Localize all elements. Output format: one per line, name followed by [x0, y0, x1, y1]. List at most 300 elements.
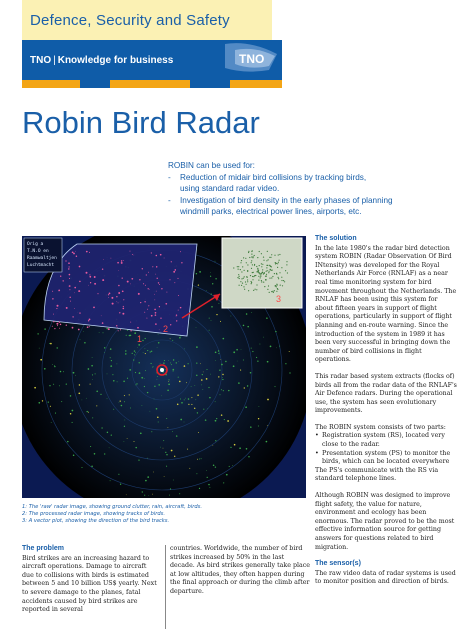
- vector-dot: [248, 251, 249, 252]
- bird-track-dot: [174, 282, 175, 283]
- clutter-dot: [202, 374, 203, 375]
- vector-dot: [269, 271, 270, 272]
- clutter-dot: [247, 326, 249, 328]
- vector-dot: [269, 257, 270, 258]
- clutter-dot: [196, 362, 197, 363]
- vector-dot: [257, 257, 258, 258]
- bird-track-dot: [54, 328, 55, 329]
- clutter-dot: [179, 337, 181, 339]
- vector-dot: [280, 285, 281, 286]
- bird-track-dot: [171, 261, 172, 262]
- bird-track-dot: [176, 314, 177, 315]
- clutter-dot: [200, 363, 201, 364]
- clutter-dot: [150, 411, 151, 412]
- bird-track-dot: [90, 276, 91, 277]
- vector-dot: [241, 260, 242, 261]
- radar-figure: [22, 236, 306, 498]
- clutter-dot: [206, 369, 207, 370]
- bird-track-dot: [144, 312, 145, 313]
- bird-track-dot: [110, 258, 111, 259]
- clutter-dot: [51, 422, 52, 423]
- clutter-dot: [267, 425, 268, 426]
- clutter-dot: [92, 417, 93, 418]
- clutter-dot: [191, 386, 192, 387]
- bird-track-dot: [87, 326, 89, 328]
- vector-dot: [267, 289, 268, 290]
- vector-dot: [259, 272, 260, 273]
- tagline-text: Knowledge for business: [57, 55, 174, 66]
- clutter-dot: [179, 493, 180, 494]
- clutter-dot: [267, 399, 269, 401]
- clutter-dot: [132, 353, 133, 354]
- vector-dot: [270, 269, 271, 270]
- clutter-dot: [212, 445, 213, 446]
- vector-dot: [251, 268, 252, 269]
- vector-dot: [237, 277, 238, 278]
- clutter-dot: [248, 456, 249, 457]
- bird-track-dot: [143, 283, 144, 284]
- vector-dot: [250, 275, 251, 276]
- header-stripe: [22, 80, 282, 88]
- vector-dot: [261, 280, 262, 281]
- bird-track-dot: [108, 328, 110, 330]
- bird-track-dot: [155, 323, 157, 325]
- intro-block: [168, 160, 458, 218]
- vector-dot: [261, 266, 262, 267]
- bird-track-dot: [116, 325, 117, 326]
- bird-track-dot: [101, 315, 102, 316]
- bird-track-dot: [68, 268, 69, 269]
- clutter-dot: [241, 349, 242, 350]
- legend-line: Orig a: [27, 242, 44, 247]
- clutter-dot: [151, 431, 152, 432]
- clutter-dot: [164, 360, 165, 361]
- bird-track-dot: [116, 301, 117, 302]
- clutter-dot: [156, 408, 158, 410]
- clutter-dot: [167, 390, 169, 392]
- bird-track-dot: [56, 323, 58, 325]
- clutter-dot: [230, 447, 231, 448]
- bird-track-dot: [79, 281, 81, 283]
- vector-dot: [253, 290, 254, 291]
- clutter-dot: [158, 384, 160, 386]
- clutter-dot: [82, 400, 83, 401]
- vector-dot: [244, 276, 245, 277]
- vector-dot: [239, 276, 240, 277]
- clutter-dot: [170, 362, 171, 363]
- clutter-dot: [196, 273, 197, 274]
- vector-dot: [268, 285, 269, 286]
- bird-track-dot: [159, 284, 160, 285]
- clutter-dot: [275, 331, 276, 332]
- bird-track-dot: [89, 274, 90, 275]
- vector-dot: [282, 285, 283, 286]
- figure-caption: [22, 504, 312, 525]
- bird-track-dot: [66, 307, 68, 309]
- bird-track-dot: [66, 325, 67, 326]
- clutter-dot: [165, 369, 166, 370]
- clutter-dot: [222, 374, 223, 375]
- clutter-dot: [220, 394, 221, 395]
- clutter-dot: [213, 464, 215, 466]
- vector-dot: [243, 278, 244, 279]
- bird-track-dot: [122, 313, 124, 315]
- clutter-dot: [139, 372, 141, 374]
- clutter-dot: [104, 453, 105, 454]
- clutter-dot: [106, 328, 108, 330]
- clutter-dot: [223, 482, 224, 483]
- clutter-dot: [117, 364, 118, 365]
- bird-track-dot: [161, 288, 162, 289]
- clutter-dot: [198, 432, 199, 433]
- vector-dot: [244, 270, 245, 271]
- bird-track-dot: [57, 325, 58, 326]
- clutter-dot: [178, 361, 179, 362]
- clutter-dot: [113, 380, 115, 382]
- clutter-dot: [158, 334, 159, 335]
- clutter-dot: [279, 346, 280, 347]
- clutter-dot: [210, 276, 211, 277]
- bird-track-dot: [97, 293, 98, 294]
- vector-dot: [241, 278, 242, 279]
- clutter-dot: [209, 318, 210, 319]
- bird-track-dot: [74, 308, 75, 309]
- clutter-dot: [247, 385, 248, 386]
- clutter-dot: [138, 344, 140, 346]
- clutter-dot: [220, 321, 221, 322]
- clutter-dot: [187, 449, 188, 450]
- bird-track-dot: [157, 278, 158, 279]
- clutter-dot: [60, 371, 62, 373]
- bird-track-dot: [60, 276, 61, 277]
- clutter-dot: [185, 398, 186, 399]
- bird-track-dot: [56, 308, 57, 309]
- bird-track-dot: [118, 270, 119, 271]
- clutter-dot: [237, 361, 238, 362]
- legend-line: Raamwaltjen: [27, 256, 57, 261]
- bird-track-dot: [53, 321, 54, 322]
- clutter-dot: [99, 332, 100, 333]
- bird-track-dot: [57, 305, 59, 307]
- vector-dot: [247, 270, 248, 271]
- bird-track-dot: [156, 255, 158, 257]
- clutter-dot: [250, 426, 252, 428]
- clutter-dot: [206, 378, 208, 380]
- clutter-dot: [196, 327, 197, 328]
- clutter-dot: [222, 377, 223, 378]
- legend-line: Luchtmacht: [27, 263, 55, 268]
- clutter-dot: [219, 369, 220, 370]
- clutter-dot: [83, 331, 84, 332]
- vector-dot: [237, 266, 238, 267]
- bird-track-dot: [52, 291, 53, 292]
- clutter-dot: [173, 369, 175, 371]
- bird-track-dot: [68, 262, 70, 264]
- vector-dot: [251, 262, 252, 263]
- clutter-dot: [124, 426, 125, 427]
- clutter-dot: [127, 438, 128, 439]
- vector-dot: [238, 266, 239, 267]
- bird-track-dot: [72, 316, 73, 317]
- intro-item: - Investigation of bird density in the early phases of planning windmill parks, electrical power lines, airports, etc.: [168, 195, 393, 216]
- clutter-dot: [168, 381, 169, 382]
- bird-track-dot: [148, 272, 149, 273]
- clutter-dot: [153, 472, 154, 473]
- clutter-dot: [201, 379, 203, 381]
- vector-dot: [276, 284, 277, 285]
- clutter-dot: [86, 398, 87, 399]
- clutter-dot: [120, 484, 121, 485]
- vector-dot: [238, 269, 239, 270]
- clutter-dot: [211, 306, 213, 308]
- bird-track-dot: [170, 324, 171, 325]
- bird-track-dot: [121, 262, 123, 264]
- vector-dot: [260, 276, 261, 277]
- clutter-dot: [81, 467, 82, 468]
- bird-track-dot: [142, 268, 143, 269]
- bird-track-dot: [117, 262, 119, 264]
- clutter-dot: [127, 378, 128, 379]
- clutter-dot: [197, 412, 198, 413]
- clutter-dot: [211, 320, 212, 321]
- bird-track-dot: [79, 312, 80, 313]
- clutter-dot: [181, 402, 183, 404]
- vector-dot: [266, 276, 267, 277]
- clutter-dot: [165, 452, 166, 453]
- clutter-dot: [225, 361, 226, 362]
- clutter-dot: [129, 394, 130, 395]
- bird-track-dot: [130, 251, 131, 252]
- clutter-dot: [172, 431, 173, 432]
- clutter-dot: [164, 476, 165, 477]
- vector-dot: [266, 260, 267, 261]
- clutter-dot: [112, 374, 113, 375]
- clutter-dot: [113, 409, 114, 410]
- clutter-dot: [142, 340, 143, 341]
- clutter-dot: [91, 365, 93, 367]
- clutter-dot: [90, 384, 91, 385]
- bird-track-dot: [122, 277, 123, 278]
- bird-track-dot: [180, 307, 182, 309]
- vector-dot: [262, 264, 263, 265]
- clutter-dot: [201, 385, 202, 386]
- clutter-dot: [157, 379, 158, 380]
- vector-dot: [252, 264, 253, 265]
- clutter-dot: [158, 422, 159, 423]
- bird-track-dot: [89, 326, 90, 327]
- clutter-dot: [139, 362, 140, 363]
- vector-dot: [261, 253, 262, 254]
- clutter-dot: [205, 419, 207, 421]
- figure-marker-2: 2: [163, 324, 169, 334]
- vector-dot: [251, 283, 252, 284]
- solution-paragraph: Although ROBIN was designed to improve flight safety, the value for nature, environment and ecology has been enormous. The radar proved to be the most effective information source for getting answers for questions related to bird migration.: [315, 492, 455, 551]
- clutter-dot: [130, 408, 131, 409]
- clutter-dot: [80, 339, 81, 340]
- bird-track-dot: [123, 260, 124, 261]
- clutter-dot: [59, 385, 60, 386]
- vector-dot: [274, 255, 275, 256]
- vector-dot: [276, 291, 277, 292]
- vector-dot: [272, 291, 273, 292]
- clutter-dot: [90, 446, 91, 447]
- clutter-dot: [221, 389, 222, 390]
- clutter-dot: [163, 448, 164, 449]
- clutter-dot: [138, 459, 139, 460]
- clutter-dot: [154, 399, 155, 400]
- vector-dot: [256, 266, 257, 267]
- vector-dot: [267, 251, 268, 252]
- clutter-dot: [197, 459, 198, 460]
- vector-dot: [254, 275, 255, 276]
- bird-track-dot: [165, 303, 167, 305]
- bird-track-dot: [169, 279, 170, 280]
- caption-line: 2: The processed radar image, showing tracks of birds.: [22, 511, 165, 517]
- bird-track-dot: [146, 318, 147, 319]
- clutter-dot: [221, 364, 223, 366]
- clutter-dot: [257, 361, 258, 362]
- clutter-dot: [188, 404, 189, 405]
- clutter-dot: [171, 364, 172, 365]
- clutter-dot: [111, 360, 112, 361]
- clutter-dot: [218, 376, 219, 377]
- clutter-dot: [234, 444, 236, 446]
- clutter-dot: [188, 398, 190, 400]
- clutter-dot: [251, 348, 252, 349]
- bird-track-dot: [119, 312, 120, 313]
- clutter-dot: [50, 406, 51, 407]
- clutter-dot: [101, 427, 102, 428]
- clutter-dot: [91, 465, 93, 467]
- bird-track-dot: [180, 251, 181, 252]
- clutter-dot: [70, 413, 72, 415]
- clutter-dot: [92, 357, 93, 358]
- bird-track-dot: [156, 266, 157, 267]
- clutter-dot: [145, 353, 146, 354]
- bird-track-dot: [102, 268, 103, 269]
- vector-dot: [246, 262, 247, 263]
- vector-dot: [262, 272, 263, 273]
- clutter-dot: [285, 363, 286, 364]
- clutter-dot: [245, 406, 247, 408]
- clutter-dot: [94, 453, 96, 455]
- clutter-dot: [170, 488, 171, 489]
- vector-dot: [260, 277, 261, 278]
- logo-text: TNO: [239, 52, 265, 66]
- clutter-dot: [259, 344, 260, 345]
- stripe-segment: [80, 80, 110, 88]
- bird-track-dot: [139, 279, 140, 280]
- clutter-dot: [140, 432, 142, 434]
- problem-column: [22, 545, 160, 615]
- bird-track-dot: [118, 303, 119, 304]
- vector-dot: [264, 286, 265, 287]
- clutter-dot: [215, 278, 216, 279]
- bird-track-dot: [178, 295, 179, 296]
- clutter-dot: [160, 447, 161, 448]
- clutter-dot: [92, 374, 93, 375]
- clutter-dot: [154, 386, 155, 387]
- clutter-dot: [133, 359, 134, 360]
- vector-dot: [279, 254, 280, 255]
- clutter-dot: [196, 346, 198, 348]
- figure-marker-1: 1: [137, 334, 143, 344]
- clutter-dot: [147, 350, 148, 351]
- clutter-dot: [258, 418, 259, 419]
- legend-line: T.N.O en: [27, 249, 49, 254]
- clutter-dot: [166, 418, 167, 419]
- clutter-dot: [218, 350, 219, 351]
- bird-track-dot: [164, 258, 165, 259]
- vector-dot: [251, 256, 252, 257]
- clutter-dot: [118, 474, 119, 475]
- clutter-dot: [169, 495, 170, 496]
- vector-dot: [253, 276, 254, 277]
- clutter-dot: [215, 420, 217, 422]
- vector-dot: [254, 265, 255, 266]
- clutter-dot: [246, 313, 248, 315]
- bird-track-dot: [134, 255, 135, 256]
- clutter-dot: [157, 347, 158, 348]
- clutter-dot: [63, 371, 64, 372]
- column-divider: [165, 545, 166, 629]
- clutter-dot: [107, 432, 108, 433]
- vector-dot: [259, 251, 260, 252]
- vector-dot: [269, 278, 270, 279]
- clutter-dot: [238, 382, 240, 384]
- clutter-dot: [176, 362, 177, 363]
- vector-dot: [251, 281, 252, 282]
- clutter-dot: [184, 422, 185, 423]
- vector-dot: [248, 290, 249, 291]
- clutter-dot: [223, 338, 225, 340]
- vector-dot: [275, 285, 276, 286]
- bird-track-dot: [140, 302, 141, 303]
- clutter-dot: [161, 395, 162, 396]
- clutter-dot: [194, 408, 195, 409]
- clutter-dot: [259, 406, 260, 407]
- vector-dot: [261, 263, 262, 264]
- clutter-dot: [252, 351, 253, 352]
- sensor-heading: The sensor(s): [315, 560, 361, 568]
- bird-track-dot: [69, 289, 70, 290]
- bird-track-dot: [152, 266, 153, 267]
- clutter-dot: [188, 363, 189, 364]
- bird-track-dot: [89, 252, 90, 253]
- clutter-dot: [239, 447, 241, 449]
- clutter-dot: [87, 411, 88, 412]
- vector-dot: [287, 272, 288, 273]
- clutter-dot: [73, 455, 75, 457]
- bird-track-dot: [155, 274, 156, 275]
- sensor-paragraph: The raw video data of radar systems is used to monitor position and direction of birds.: [315, 569, 456, 586]
- clutter-dot: [168, 360, 169, 361]
- bird-track-dot: [111, 297, 113, 299]
- problem-paragraph: Bird strikes are an increasing hazard to aircraft operations. Damage to aircraft due to collisions with birds is estimated between 5 and 10 billion US$ yearly. Next to severe damage to the planes, fatal accidents caused by bird strikes are reported in several: [22, 554, 157, 614]
- vector-dot: [247, 281, 248, 282]
- clutter-dot: [256, 357, 257, 358]
- vector-dot: [239, 278, 240, 279]
- vector-dot: [244, 289, 245, 290]
- clutter-dot: [276, 348, 277, 349]
- clutter-dot: [135, 447, 136, 448]
- clutter-dot: [209, 330, 210, 331]
- clutter-dot: [134, 332, 136, 334]
- clutter-dot: [142, 405, 143, 406]
- bird-track-dot: [69, 266, 70, 267]
- clutter-dot: [145, 348, 146, 349]
- bird-track-dot: [86, 251, 88, 253]
